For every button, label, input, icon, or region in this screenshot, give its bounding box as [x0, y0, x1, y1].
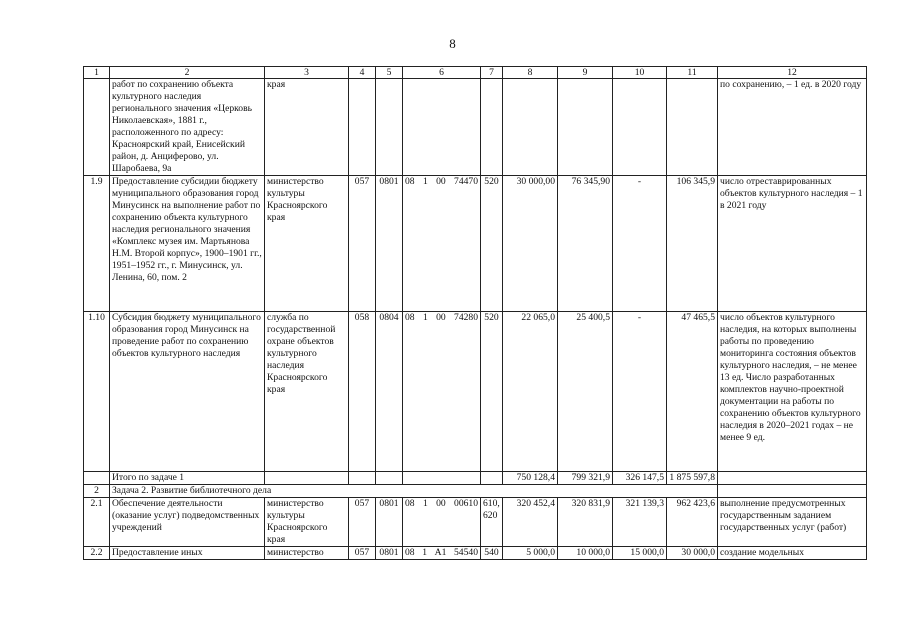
- subtotal-row: [84, 472, 867, 485]
- value-2019: 22 065,0: [503, 312, 558, 472]
- vr-code: 520: [481, 312, 503, 472]
- value-total: [667, 79, 718, 176]
- csr-part: 08: [405, 312, 415, 323]
- column-header: 12: [718, 67, 867, 79]
- value-2020: [558, 79, 613, 176]
- subtotal-empty: [718, 472, 867, 485]
- csr-part: 08: [405, 498, 415, 509]
- expected-result: число отреставрированных объектов культурного наследия – 1 в 2021 году: [718, 176, 867, 312]
- executor: министерство культуры Красноярского края: [265, 498, 349, 547]
- expected-result: выполнение предусмотренных государственным заданием государственных услуг (работ): [718, 498, 867, 547]
- rzpr-code: [376, 79, 403, 176]
- subtotal-label: Итого по задаче 1: [110, 472, 265, 485]
- csr-part: 1: [422, 547, 428, 558]
- subtotal-2019: 750 128,4: [503, 472, 558, 485]
- expected-result: по сохранению, – 1 ед. в 2020 году: [718, 79, 867, 176]
- csr-part: 1: [422, 498, 428, 509]
- task-number: 2: [84, 485, 110, 498]
- value-2019: 30 000,00: [503, 176, 558, 312]
- csr-part: 00610: [454, 498, 478, 509]
- value-2020: 320 831,9: [558, 498, 613, 547]
- executor: министерство: [265, 547, 349, 560]
- measure-name: Субсидия бюджету муниципального образования город Минусинск на проведение работ по сохранению объектов культурного наследия: [110, 312, 265, 472]
- row-number: 2.2: [84, 547, 110, 560]
- table-row: [84, 79, 867, 176]
- rzpr-code: 0801: [376, 547, 403, 560]
- csr-code: [403, 312, 481, 472]
- grbs-code: [349, 79, 376, 176]
- value-2021: -: [613, 312, 667, 472]
- subtotal-empty: [265, 472, 349, 485]
- value-2021: 15 000,0: [613, 547, 667, 560]
- column-header: 1: [84, 67, 110, 79]
- column-header: 8: [503, 67, 558, 79]
- csr-code: [403, 547, 481, 560]
- value-2019: [503, 79, 558, 176]
- executor: министерство культуры Красноярского края: [265, 176, 349, 312]
- csr-part: 1: [422, 312, 428, 323]
- column-header: 7: [481, 67, 503, 79]
- value-2021: [613, 79, 667, 176]
- vr-code: [481, 79, 503, 176]
- csr-code: [403, 498, 481, 547]
- subtotal-empty: [349, 472, 376, 485]
- vr-code: 520: [481, 176, 503, 312]
- vr-code: 540: [481, 547, 503, 560]
- table-header-row: [84, 67, 867, 79]
- column-header: 9: [558, 67, 613, 79]
- csr-code: [403, 176, 481, 312]
- rzpr-code: 0801: [376, 176, 403, 312]
- row-number: 2.1: [84, 498, 110, 547]
- expected-result: число объектов культурного наследия, на которых выполнены работы по проведению мониторинга состояния объектов культурного наследия, – не менее 13 ед. Число разработанных комплектов научно-проектной документации на работы по сохранению объектов культурного наследия в 2020–2021 годах – не менее 9 ед.: [718, 312, 867, 472]
- csr-part: 00: [436, 312, 446, 323]
- subtotal-empty: [376, 472, 403, 485]
- value-2021: -: [613, 176, 667, 312]
- table-row: [84, 547, 867, 560]
- column-header: 3: [265, 67, 349, 79]
- subtotal-2020: 799 321,9: [558, 472, 613, 485]
- table-row: [84, 312, 867, 472]
- csr-part: 1: [422, 176, 428, 187]
- value-2020: 25 400,5: [558, 312, 613, 472]
- subtotal-2021: 326 147,5: [613, 472, 667, 485]
- measure-name: Предоставление иных: [110, 547, 265, 560]
- budget-table: [83, 66, 867, 560]
- column-header: 6: [403, 67, 481, 79]
- rzpr-code: 0801: [376, 498, 403, 547]
- value-total: 106 345,9: [667, 176, 718, 312]
- csr-part: 00: [436, 498, 446, 509]
- csr-part: А1: [434, 547, 447, 558]
- column-header: 5: [376, 67, 403, 79]
- csr-part: 74470: [454, 176, 478, 187]
- subtotal-total: 1 875 597,8: [667, 472, 718, 485]
- table-row: [84, 498, 867, 547]
- column-header: 10: [613, 67, 667, 79]
- column-header: 4: [349, 67, 376, 79]
- row-number: [84, 79, 110, 176]
- value-2019: 5 000,0: [503, 547, 558, 560]
- row-number: 1.9: [84, 176, 110, 312]
- grbs-code: 057: [349, 547, 376, 560]
- value-total: 962 423,6: [667, 498, 718, 547]
- value-total: 30 000,0: [667, 547, 718, 560]
- grbs-code: 057: [349, 498, 376, 547]
- grbs-code: 058: [349, 312, 376, 472]
- task-empty: [718, 485, 867, 498]
- csr-code: [403, 79, 481, 176]
- value-2020: 10 000,0: [558, 547, 613, 560]
- column-header: 2: [110, 67, 265, 79]
- subtotal-empty: [481, 472, 503, 485]
- csr-part: 54540: [454, 547, 478, 558]
- rzpr-code: 0804: [376, 312, 403, 472]
- column-header: 11: [667, 67, 718, 79]
- executor: края: [265, 79, 349, 176]
- value-2020: 76 345,90: [558, 176, 613, 312]
- row-number: 1.10: [84, 312, 110, 472]
- table-row: [84, 176, 867, 312]
- value-2021: 321 139,3: [613, 498, 667, 547]
- grbs-code: 057: [349, 176, 376, 312]
- csr-part: 00: [436, 176, 446, 187]
- value-2019: 320 452,4: [503, 498, 558, 547]
- subtotal-empty: [403, 472, 481, 485]
- subtotal-num: [84, 472, 110, 485]
- measure-name: работ по сохранению объекта культурного наследия регионального значения «Церковь Николаевская», 1881 г., расположенного по адресу: Красноярский край, Енисейский район, д. Анциферово, ул. Шаробаева, 9а: [110, 79, 265, 176]
- executor: служба по государственной охране объектов культурного наследия Красноярского края: [265, 312, 349, 472]
- value-total: 47 465,5: [667, 312, 718, 472]
- vr-code: 610, 620: [481, 498, 503, 547]
- measure-name: Предоставление субсидии бюджету муниципального образования город Минусинск на выполнение работ по сохранению объекта культурного наследия регионального значения «Комплекс музея им. Мартьянова Н.М. Второй корпус», 1900–1901 гг., 1951–1952 гг., г. Минусинск, ул. Ленина, 60, пом. 2: [110, 176, 265, 312]
- task-row: [84, 485, 867, 498]
- task-label: Задача 2. Развитие библиотечного дела: [110, 485, 718, 498]
- csr-part: 08: [405, 547, 415, 558]
- csr-part: 08: [405, 176, 415, 187]
- page-number: 8: [449, 36, 456, 51]
- csr-part: 74280: [454, 312, 478, 323]
- measure-name: Обеспечение деятельности (оказание услуг) подведомственных учреждений: [110, 498, 265, 547]
- expected-result: создание модельных: [718, 547, 867, 560]
